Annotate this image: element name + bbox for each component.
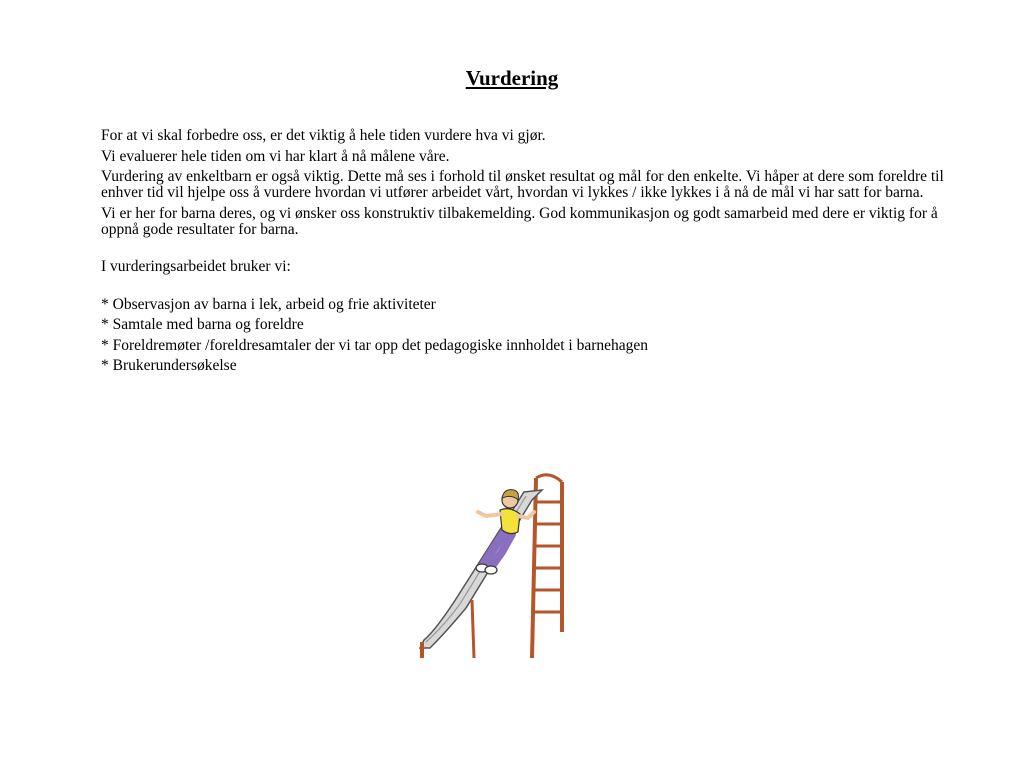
- page-title: Vurdering: [465, 66, 559, 90]
- paragraph: Vi evaluerer hele tiden om vi har klart å nå målene våre.: [101, 147, 450, 165]
- child-on-slide-illustration: [414, 472, 568, 660]
- spacer: [101, 242, 971, 259]
- spacer: [101, 280, 971, 297]
- document-body: [101, 128, 971, 379]
- list-intro: I vurderingsarbeidet bruker vi:: [101, 258, 291, 275]
- paragraph: Vurdering av enkeltbarn er også viktig. Dette må ses i forhold til ønsket resultat og mål for den enkelte. Vi håper at dere som foreldre til enhver tid vil hjelpe oss å vurdere hvordan vi utfører arbeidet vårt, hvordan vi lykkes / ikke lykkes i å nå de mål vi har satt for barna.: [101, 168, 944, 201]
- list-item: * Samtale med barna og foreldre: [101, 316, 304, 333]
- list-item: * Foreldremøter /foreldresamtaler der vi tar opp det pedagogiske innholdet i barnehagen: [101, 336, 649, 354]
- bullet-list: [101, 297, 971, 375]
- paragraph: For at vi skal forbedre oss, er det viktig å hele tiden vurdere hva vi gjør.: [101, 127, 546, 144]
- paragraph: Vi er her for barna deres, og vi ønsker oss konstruktiv tilbakemelding. God kommunikasjon og godt samarbeid med dere er viktig for å oppnå gode resultater for barna.: [101, 204, 938, 238]
- list-item: * Observasjon av barna i lek, arbeid og frie aktiviteter: [101, 295, 436, 313]
- list-item: * Brukerundersøkelse: [101, 357, 237, 374]
